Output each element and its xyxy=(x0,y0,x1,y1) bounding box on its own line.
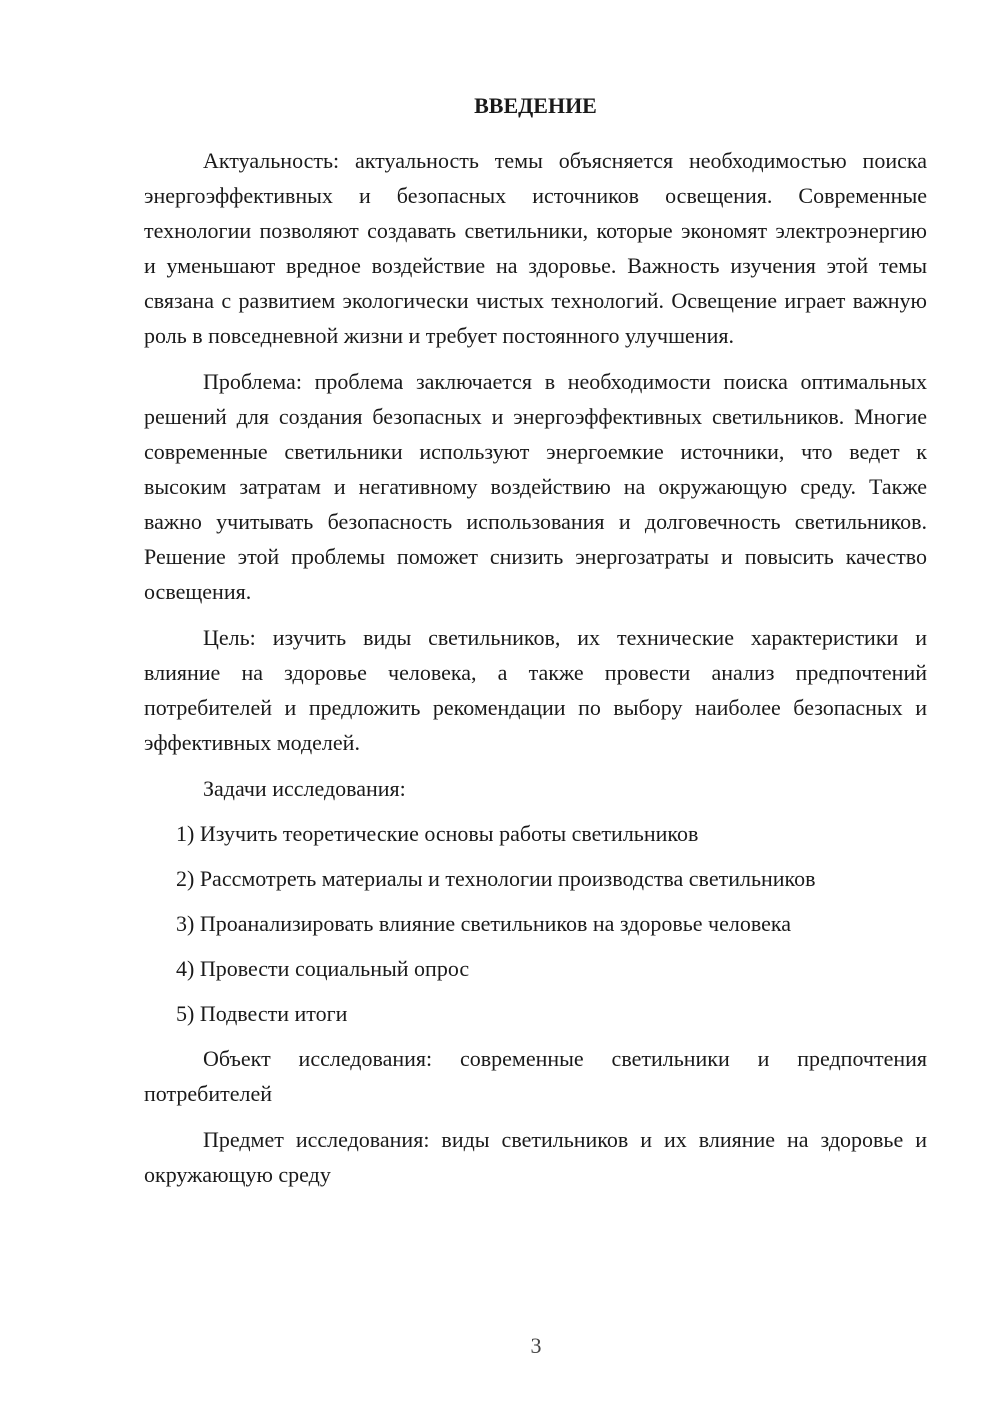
list-item: 2) Рассмотреть материалы и технологии производства светильников xyxy=(176,866,816,891)
tasks-list xyxy=(144,816,927,1031)
page-number: 3 xyxy=(530,1333,542,1358)
page-content xyxy=(144,91,927,1203)
object-paragraph: Объект исследования: современные светильники и предпочтения потребителей xyxy=(144,1046,927,1106)
list-item: 4) Провести социальный опрос xyxy=(176,956,470,981)
page-title: ВВЕДЕНИЕ xyxy=(474,93,597,118)
subject-paragraph: Предмет исследования: виды светильников и их влияние на здоровье и окружающую среду xyxy=(144,1127,927,1187)
goal-paragraph: Цель: изучить виды светильников, их технические характеристики и влияние на здоровье человека, а также провести анализ предпочтений потребителей и предложить рекомендации по выбору наиболее безопасных и эффективных моделей. xyxy=(144,625,927,755)
list-item: 3) Проанализировать влияние светильников на здоровье человека xyxy=(176,911,792,936)
relevance-paragraph: Актуальность: актуальность темы объясняется необходимостью поиска энергоэффективных и безопасных источников освещения. Современные технологии позволяют создавать светильники, которые экономят электроэнергию и уменьшают вредное воздействие на здоровье. Важность изучения этой темы связана с развитием экологически чистых технологий. Освещение играет важную роль в повседневной жизни и требует постоянного улучшения. xyxy=(144,148,927,348)
list-item: 1) Изучить теоретические основы работы светильников xyxy=(176,821,699,846)
problem-paragraph: Проблема: проблема заключается в необходимости поиска оптимальных решений для создания безопасных и энергоэффективных светильников. Многие современные светильники используют энергоемкие источники, что ведет к высоким затратам и негативному воздействию на окружающую среду. Также важно учитывать безопасность использования и долговечность светильников. Решение этой проблемы поможет снизить энергозатраты и повысить качество освещения. xyxy=(144,369,927,604)
list-item: 5) Подвести итоги xyxy=(176,1001,348,1026)
tasks-heading: Задачи исследования: xyxy=(203,776,406,801)
